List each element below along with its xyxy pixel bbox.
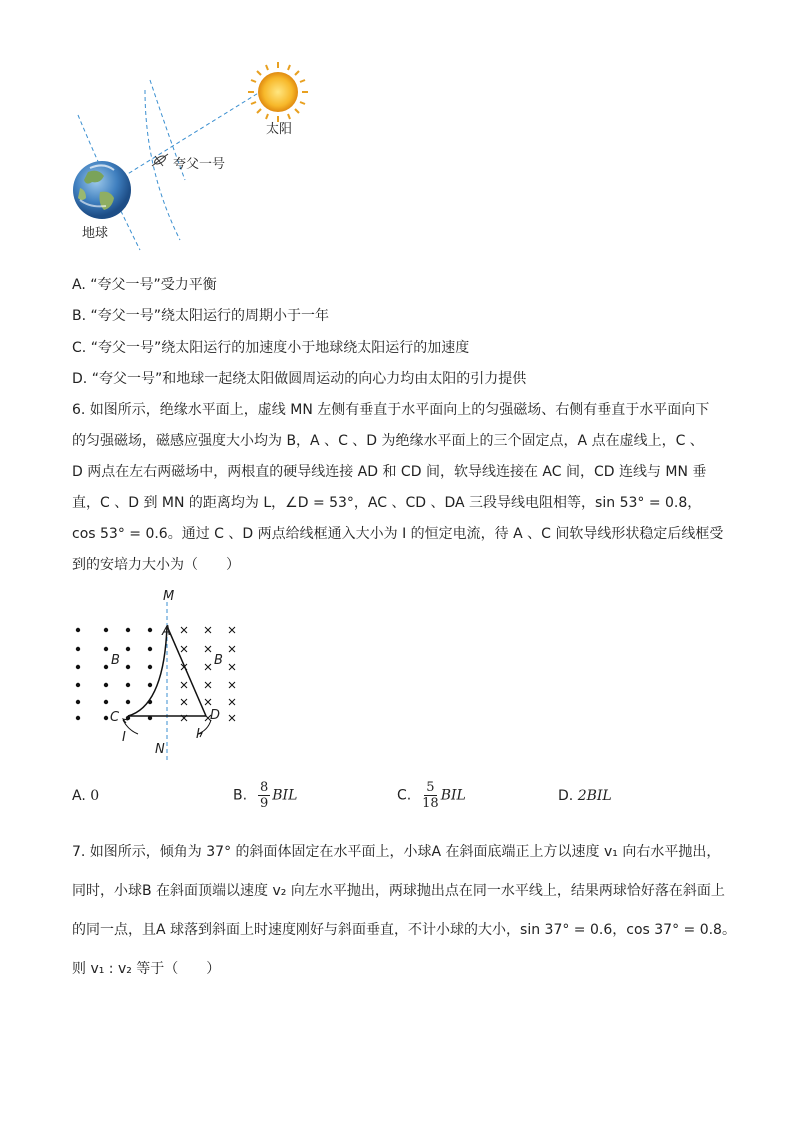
field-cross: [229, 627, 235, 633]
q5-option-b[interactable]: B. “夸父一号”绕太阳运行的周期小于一年: [72, 308, 330, 324]
q7-stem-line3: 的同一点，且A 球落到斜面上时速度刚好与斜面垂直，不计小球的大小，sin 37° = 0.6，cos 37° = 0.8。: [72, 922, 736, 938]
wire-ad: [167, 626, 206, 716]
field-dot: [104, 683, 108, 687]
field-dot: [126, 628, 130, 632]
field-cross: [181, 699, 187, 705]
field-dot: [76, 628, 80, 632]
field-dot: [126, 665, 130, 669]
label-a: A: [162, 624, 171, 639]
field-cross: [229, 715, 235, 721]
fraction: $\frac{5}{18}$: [422, 780, 439, 811]
field-cross: [181, 646, 187, 652]
field-cross: [229, 682, 235, 688]
q6-stem-line3: D 两点在左右两磁场中，两根直的硬导线连接 AD 和 CD 间，软导线连接在 AC 间，CD 连线与 MN 垂: [72, 464, 707, 480]
q5-option-d[interactable]: D. “夸父一号”和地球一起绕太阳做圆周运动的向心力均由太阳的引力提供: [72, 371, 527, 387]
field-dot: [104, 665, 108, 669]
q6-option-b[interactable]: B. $\frac{8}{9}$ BIL: [233, 780, 298, 811]
field-cross: [205, 627, 211, 633]
q6-stem-line6: 到的安培力大小为（ ）: [72, 557, 240, 573]
field-cross: [181, 682, 187, 688]
sun-label: 太阳: [266, 122, 293, 137]
q7-stem-line2: 同时，小球B 在斜面顶端以速度 v₂ 向左水平抛出，两球抛出点在同一水平线上，结果两球恰好落在斜面上: [72, 883, 725, 899]
label-c: C: [110, 710, 120, 725]
field-dot: [126, 683, 130, 687]
field-cross: [229, 699, 235, 705]
field-cross: [205, 646, 211, 652]
field-dot: [76, 716, 80, 720]
field-dot: [104, 716, 108, 720]
field-dot: [76, 700, 80, 704]
field-dot: [104, 700, 108, 704]
wire-ac-soft: [128, 626, 167, 716]
field-dot: [148, 628, 152, 632]
q6-stem-line2: 的匀强磁场，磁感应强度大小均为 B，A 、C 、D 为绝缘水平面上的三个固定点，A 点在虚线上，C 、: [72, 433, 704, 449]
field-dot: [126, 647, 130, 651]
field-out-dots: [76, 628, 152, 720]
field-dot: [104, 647, 108, 651]
field-dot: [148, 683, 152, 687]
field-cross: [205, 699, 211, 705]
probe-label: 夸父一号: [173, 157, 226, 172]
q5-option-a[interactable]: A. “夸父一号”受力平衡: [72, 277, 217, 293]
field-in-crosses: [181, 627, 235, 721]
sun-icon: [248, 62, 308, 122]
q5-option-c[interactable]: C. “夸父一号”绕太阳运行的加速度小于地球绕太阳运行的加速度: [72, 340, 470, 356]
field-dot: [126, 700, 130, 704]
q6-stem-line5: cos 53° = 0.6。通过 C 、D 两点给线框通入大小为 I 的恒定电流，待 A 、C 间软导线形状稳定后线框受: [72, 526, 724, 542]
q6-option-a[interactable]: A. 0: [72, 788, 100, 804]
fraction: $\frac{8}{9}$: [259, 780, 269, 811]
field-cross: [205, 682, 211, 688]
earth-icon: [73, 161, 131, 219]
label-i-right: I: [196, 727, 200, 742]
field-cross: [205, 664, 211, 670]
probe-icon: [152, 154, 168, 166]
field-cross: [181, 627, 187, 633]
label-n: N: [155, 742, 165, 757]
label-b-right: B: [214, 653, 223, 668]
q6-stem-line4: 直，C 、D 到 MN 的距离均为 L，∠D = 53°，AC 、CD 、DA 三段导线电阻相等，sin 53° = 0.8，: [72, 495, 702, 511]
earth-sun-figure: [60, 60, 320, 260]
field-dot: [76, 683, 80, 687]
field-dot: [148, 647, 152, 651]
field-dot: [148, 665, 152, 669]
field-dot: [104, 628, 108, 632]
q7-stem-line1: 7. 如图所示，倾角为 37° 的斜面体固定在水平面上，小球A 在斜面底端正上方以速度 v₁ 向右水平抛出，: [72, 844, 721, 860]
q6-option-c[interactable]: C. $\frac{5}{18}$ BIL: [397, 780, 466, 811]
q6-stem-line1: 6. 如图所示，绝缘水平面上，虚线 MN 左侧有垂直于水平面向上的匀强磁场、右侧有垂直于水平面向下: [72, 402, 710, 418]
field-dot: [76, 647, 80, 651]
field-cross: [229, 664, 235, 670]
label-b-left: B: [111, 653, 120, 668]
label-d: D: [210, 708, 221, 723]
earth-label: 地球: [82, 226, 109, 241]
q7-stem-line4: 则 v₁ : v₂ 等于（ ）: [72, 961, 221, 977]
field-dot: [76, 665, 80, 669]
magnetic-field-figure: [68, 588, 258, 768]
label-i-left: I: [122, 730, 126, 745]
q6-option-d[interactable]: D. 2BIL: [558, 788, 612, 804]
field-cross: [229, 646, 235, 652]
label-m: M: [163, 589, 175, 604]
